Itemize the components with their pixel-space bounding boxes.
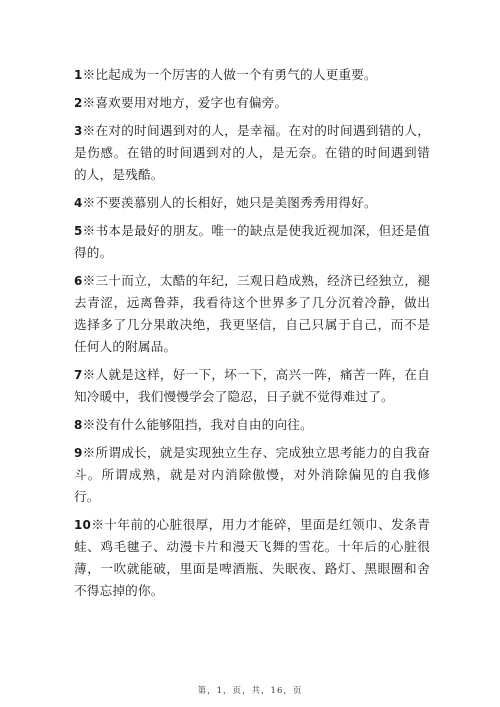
- quote-number: 10: [74, 518, 92, 532]
- quote-item-1: [74, 64, 430, 86]
- quote-item-10: [74, 514, 430, 602]
- quote-text: ※喜欢要用对地方，爱字也有偏旁。: [82, 95, 288, 110]
- quote-item-2: [74, 92, 430, 114]
- quote-number: 2: [74, 96, 83, 110]
- quote-text: ※比起成为一个厉害的人做一个有勇气的人更重要。: [82, 67, 377, 82]
- quote-item-9: [74, 442, 430, 508]
- quote-text: ※书本是最好的朋友。唯一的缺点是使我近视加深，但还是值得的。: [74, 223, 430, 260]
- quote-item-6: [74, 270, 430, 358]
- quote-text: ※没有什么能够阻挡，我对自由的向往。: [82, 417, 313, 432]
- quote-number: 4: [74, 196, 83, 210]
- quote-text: ※十年前的心脏很厚，用力才能碎，里面是红领巾、发条青蛙、鸡毛毽子、动漫卡片和漫天飞舞的雪花。十年后的心脏很薄，一吹就能破，里面是啤酒瓶、失眠夜、路灯、黑眼圈和舍不得忘掉的你。: [74, 517, 430, 598]
- quote-number: 6: [74, 274, 83, 288]
- quote-number: 8: [74, 418, 83, 432]
- quote-item-8: [74, 414, 430, 436]
- quote-text: ※人就是这样，好一下，坏一下，高兴一阵，痛苦一阵，在自知冷暖中，我们慢慢学会了隐忍，日子就不觉得难过了。: [74, 367, 430, 404]
- quote-text: ※在对的时间遇到对的人，是幸福。在对的时间遇到错的人，是伤感。在错的时间遇到对的人，是无奈。在错的时间遇到错的人，是残酷。: [74, 123, 430, 182]
- quote-list: [74, 64, 430, 608]
- quote-text: ※不要羡慕别人的长相好，她只是美图秀秀用得好。: [82, 195, 377, 210]
- quote-item-7: [74, 364, 430, 408]
- quote-number: 5: [74, 224, 83, 238]
- quote-item-5: [74, 220, 430, 264]
- quote-text: ※所谓成长，就是实现独立生存、完成独立思考能力的自我奋斗。所谓成熟，就是对内消除傲慢，对外消除偏见的自我修行。: [74, 445, 430, 504]
- quote-number: 9: [74, 446, 83, 460]
- quote-number: 7: [74, 368, 83, 382]
- quote-text: ※三十而立，太酷的年纪，三观日趋成熟，经济已经独立，褪去青涩，远离鲁莽，我看待这个世界多了几分沉着冷静，做出选择多了几分果敢决绝，我更坚信，自己只属于自己，而不是任何人的附属品。: [74, 273, 430, 354]
- quote-item-3: [74, 120, 430, 186]
- quote-item-4: [74, 192, 430, 214]
- quote-number: 3: [74, 124, 83, 138]
- page-footer: 第，1，页，共，16，页: [197, 686, 303, 696]
- quote-number: 1: [74, 68, 83, 82]
